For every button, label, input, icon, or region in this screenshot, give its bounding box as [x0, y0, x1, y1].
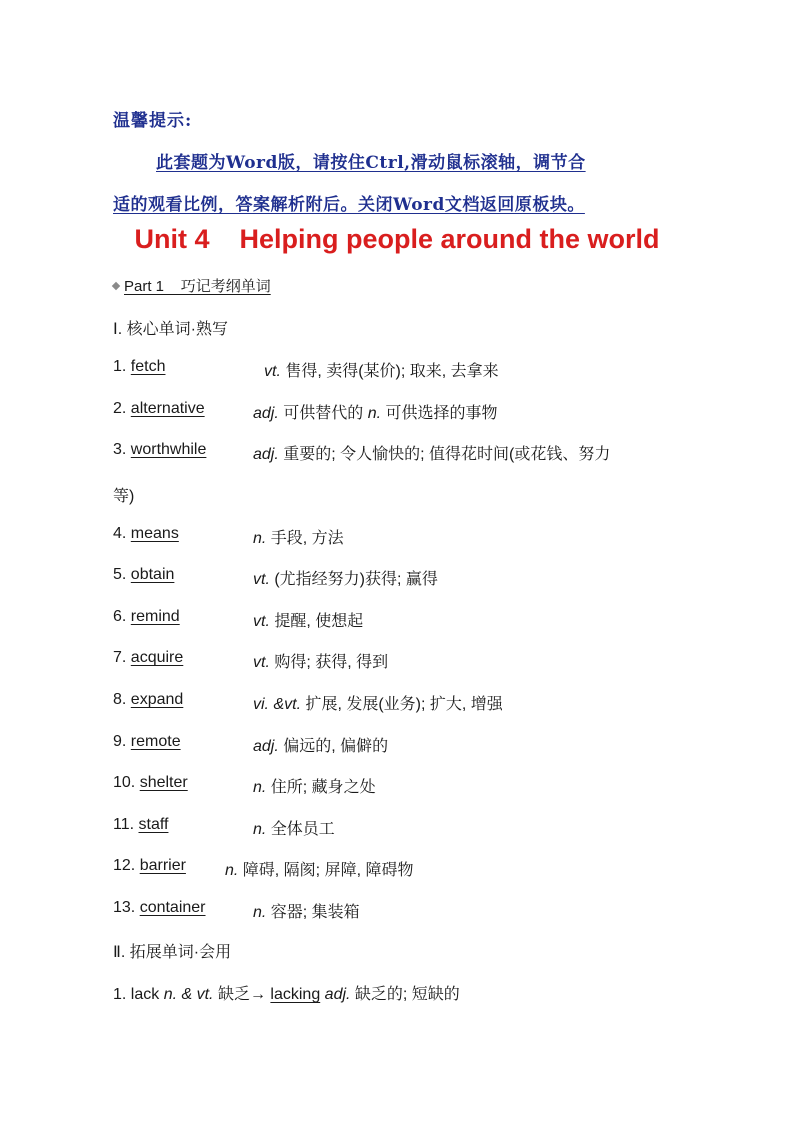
vocab-pos: adj.	[253, 405, 279, 422]
vocab-def: 容器; 集装箱	[266, 904, 360, 921]
section-1-title: Ⅰ. 核心单词·熟写	[113, 321, 228, 338]
vocab-word: expand	[130, 691, 184, 708]
vocab-word: obtain	[130, 566, 175, 583]
vocab-pos: vi. &vt.	[253, 696, 302, 713]
vocab-def: 可供替代的	[278, 405, 368, 422]
vocab-item-12	[113, 857, 414, 879]
tip-line-2: 适的观看比例，答案解析附后。关闭Word文档返回原板块。	[113, 195, 585, 215]
vocab-pos: n.	[253, 904, 267, 921]
section-2-title: Ⅱ. 拓展单词·会用	[113, 944, 232, 961]
unit-title: Unit 4 Helping people around the world	[134, 224, 660, 254]
diamond-bullet-icon	[112, 281, 120, 289]
vocab-num: 11.	[113, 816, 139, 833]
vocab-word: remote	[130, 733, 181, 750]
vocab-item-7	[113, 649, 389, 671]
vocab-num: 5.	[113, 566, 131, 583]
vocab-def: 提醒, 使想起	[269, 613, 364, 630]
vocab-def-2: 可供选择的事物	[381, 405, 498, 422]
vocab-item-5	[113, 566, 438, 588]
vocab-item-3-wrap: 等)	[113, 488, 135, 505]
vocab-pos: vt.	[264, 363, 281, 380]
vocab-word: acquire	[130, 649, 184, 666]
vocab-word: shelter	[139, 774, 188, 791]
ext-def-2: 缺乏的; 短缺的	[350, 986, 460, 1003]
vocab-pos: n.	[253, 530, 267, 547]
ext-base-word: lack	[130, 986, 160, 1003]
vocab-word: alternative	[130, 400, 205, 417]
ext-num: 1.	[113, 986, 131, 1003]
vocab-num: 3.	[113, 441, 131, 458]
vocab-num: 1.	[113, 358, 131, 375]
vocab-word: worthwhile	[130, 441, 207, 458]
vocab-pos: n.	[253, 779, 267, 796]
vocab-word: fetch	[130, 358, 166, 375]
vocab-def: 扩展, 发展(业务); 扩大, 增强	[301, 696, 503, 713]
vocab-pos: vt.	[253, 571, 270, 588]
vocab-num: 9.	[113, 733, 131, 750]
vocab-word: barrier	[139, 857, 186, 874]
vocab-item-3	[113, 441, 611, 463]
tip-line-1: 此套题为Word版，请按住Ctrl,滑动鼠标滚轴，调节合	[156, 153, 586, 173]
vocab-num: 7.	[113, 649, 131, 666]
vocab-num: 4.	[113, 525, 131, 542]
vocab-def: 手段, 方法	[266, 530, 344, 547]
ext-def: 缺乏→	[213, 986, 271, 1003]
vocab-item-8	[113, 691, 503, 713]
vocab-num: 13.	[113, 899, 140, 916]
vocab-word: means	[130, 525, 179, 542]
vocab-def: 重要的; 令人愉快的; 值得花时间(或花钱、努力	[278, 446, 611, 463]
vocab-pos: vt.	[253, 613, 270, 630]
vocab-num: 10.	[113, 774, 140, 791]
vocab-item-2	[113, 400, 498, 422]
part-heading	[113, 275, 271, 296]
part-label: Part 1 巧记考纲单词	[124, 278, 271, 295]
vocab-pos-2: n.	[367, 405, 382, 422]
vocab-pos: adj.	[253, 738, 279, 755]
vocab-def: 全体员工	[266, 821, 335, 838]
extended-item-1	[113, 981, 460, 1004]
vocab-pos: n.	[253, 821, 267, 838]
vocab-def: (尤指经努力)获得; 赢得	[269, 571, 438, 588]
vocab-num: 2.	[113, 400, 131, 417]
vocab-num: 8.	[113, 691, 131, 708]
ext-pos-2: adj.	[324, 986, 351, 1003]
vocab-pos: n.	[225, 862, 239, 879]
vocab-item-11	[113, 816, 335, 838]
vocab-word: staff	[138, 816, 169, 833]
vocab-def: 购得; 获得, 得到	[269, 654, 389, 671]
vocab-item-9	[113, 733, 389, 755]
vocab-pos: vt.	[253, 654, 270, 671]
vocab-def: 障碍, 隔阂; 屏障, 障碍物	[238, 862, 414, 879]
vocab-item-4	[113, 525, 344, 547]
vocab-pos: adj.	[253, 446, 279, 463]
vocab-def: 售得, 卖得(某价); 取来, 去拿来	[280, 363, 499, 380]
vocab-item-1	[113, 358, 499, 380]
vocab-item-10	[113, 774, 376, 796]
vocab-item-13	[113, 899, 360, 921]
ext-derived-word: lacking	[270, 986, 321, 1003]
vocab-word: remind	[130, 608, 180, 625]
vocab-item-6	[113, 608, 364, 630]
tip-title: 温馨提示:	[113, 111, 193, 131]
vocab-num: 12.	[113, 857, 140, 874]
vocab-num: 6.	[113, 608, 131, 625]
vocab-word: container	[139, 899, 206, 916]
vocab-def: 住所; 藏身之处	[266, 779, 376, 796]
vocab-def: 偏远的, 偏僻的	[278, 738, 389, 755]
ext-pos: n. & vt.	[163, 986, 214, 1003]
